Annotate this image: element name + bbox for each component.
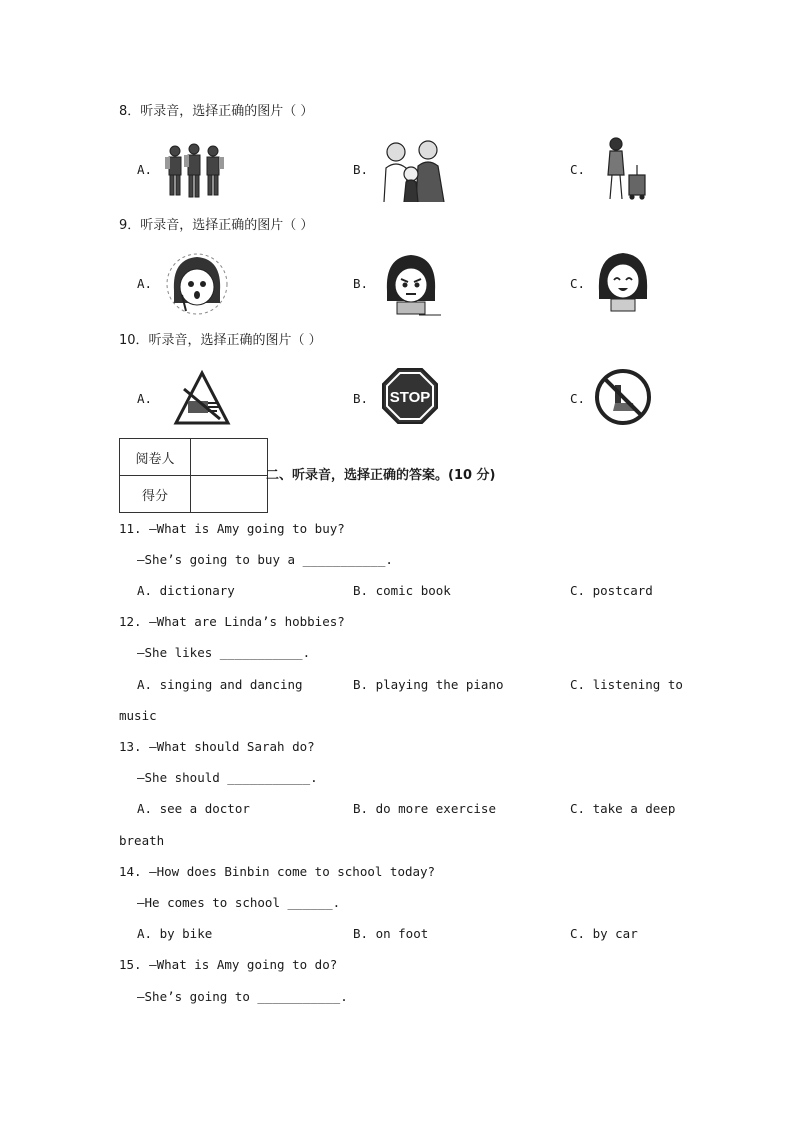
no-touching-sign[interactable]: [172, 369, 232, 427]
q10-option-a-letter[interactable]: A.: [137, 391, 153, 406]
q14-option-c[interactable]: C. by car: [570, 926, 638, 941]
question-11: 11. —What is Amy going to buy?: [119, 521, 345, 536]
q8-option-b-letter[interactable]: B.: [353, 162, 369, 177]
score-label: 得分: [120, 476, 191, 513]
q13-option-c-wrap[interactable]: breath: [119, 833, 165, 848]
question-15: 15. —What is Amy going to do?: [119, 957, 338, 972]
q10-option-c-letter[interactable]: C.: [570, 391, 586, 406]
section-heading: 二、听录音，选择正确的答案。(10 分): [266, 468, 496, 483]
girl-angry-picture[interactable]: [379, 249, 443, 317]
q14-option-b[interactable]: B. on foot: [353, 926, 429, 941]
girl-happy-picture[interactable]: [595, 251, 651, 313]
question-11-answer: —She’s going to buy a ___________.: [137, 552, 393, 567]
q10-option-b-letter[interactable]: B.: [353, 391, 369, 406]
score-field[interactable]: [191, 476, 268, 513]
question-12-answer: —She likes ___________.: [137, 645, 311, 660]
girl-surprised-picture[interactable]: [164, 251, 230, 317]
stop-sign[interactable]: [381, 367, 439, 425]
question-8-stem: 8．听录音，选择正确的图片（ ）: [119, 104, 314, 119]
q11-option-c[interactable]: C. postcard: [570, 583, 653, 598]
q9-option-c-letter[interactable]: C.: [570, 276, 586, 291]
question-12: 12. —What are Linda’s hobbies?: [119, 614, 345, 629]
question-15-answer: —She’s going to ___________.: [137, 989, 348, 1004]
question-13: 13. —What should Sarah do?: [119, 739, 315, 754]
family-picture[interactable]: [378, 138, 448, 202]
no-littering-sign[interactable]: [593, 367, 653, 427]
question-14-answer: —He comes to school ______.: [137, 895, 341, 910]
q13-option-c[interactable]: C. take a deep: [570, 801, 676, 816]
q12-option-b[interactable]: B. playing the piano: [353, 677, 504, 692]
question-14: 14. —How does Binbin come to school today?: [119, 864, 436, 879]
q13-option-b[interactable]: B. do more exercise: [353, 801, 496, 816]
q11-option-a[interactable]: A. dictionary: [137, 583, 235, 598]
question-13-answer: —She should ___________.: [137, 770, 318, 785]
hikers-group-picture[interactable]: [163, 139, 225, 201]
q9-option-a-letter[interactable]: A.: [137, 276, 153, 291]
q11-option-b[interactable]: B. comic book: [353, 583, 451, 598]
q12-option-a[interactable]: A. singing and dancing: [137, 677, 303, 692]
reviewer-label: 阅卷人: [120, 439, 191, 476]
q8-option-c-letter[interactable]: C.: [570, 162, 586, 177]
traveler-with-suitcase-picture[interactable]: [596, 135, 652, 201]
q12-option-c[interactable]: C. listening to: [570, 677, 683, 692]
q12-option-c-wrap[interactable]: music: [119, 708, 157, 723]
q8-option-a-letter[interactable]: A.: [137, 162, 153, 177]
question-10-stem: 10．听录音，选择正确的图片（ ）: [119, 333, 322, 348]
question-9-stem: 9．听录音，选择正确的图片（ ）: [119, 218, 314, 233]
score-box: [119, 438, 268, 513]
q9-option-b-letter[interactable]: B.: [353, 276, 369, 291]
svg-text:STOP: STOP: [389, 389, 431, 406]
reviewer-field[interactable]: [191, 439, 268, 476]
q13-option-a[interactable]: A. see a doctor: [137, 801, 250, 816]
q14-option-a[interactable]: A. by bike: [137, 926, 213, 941]
